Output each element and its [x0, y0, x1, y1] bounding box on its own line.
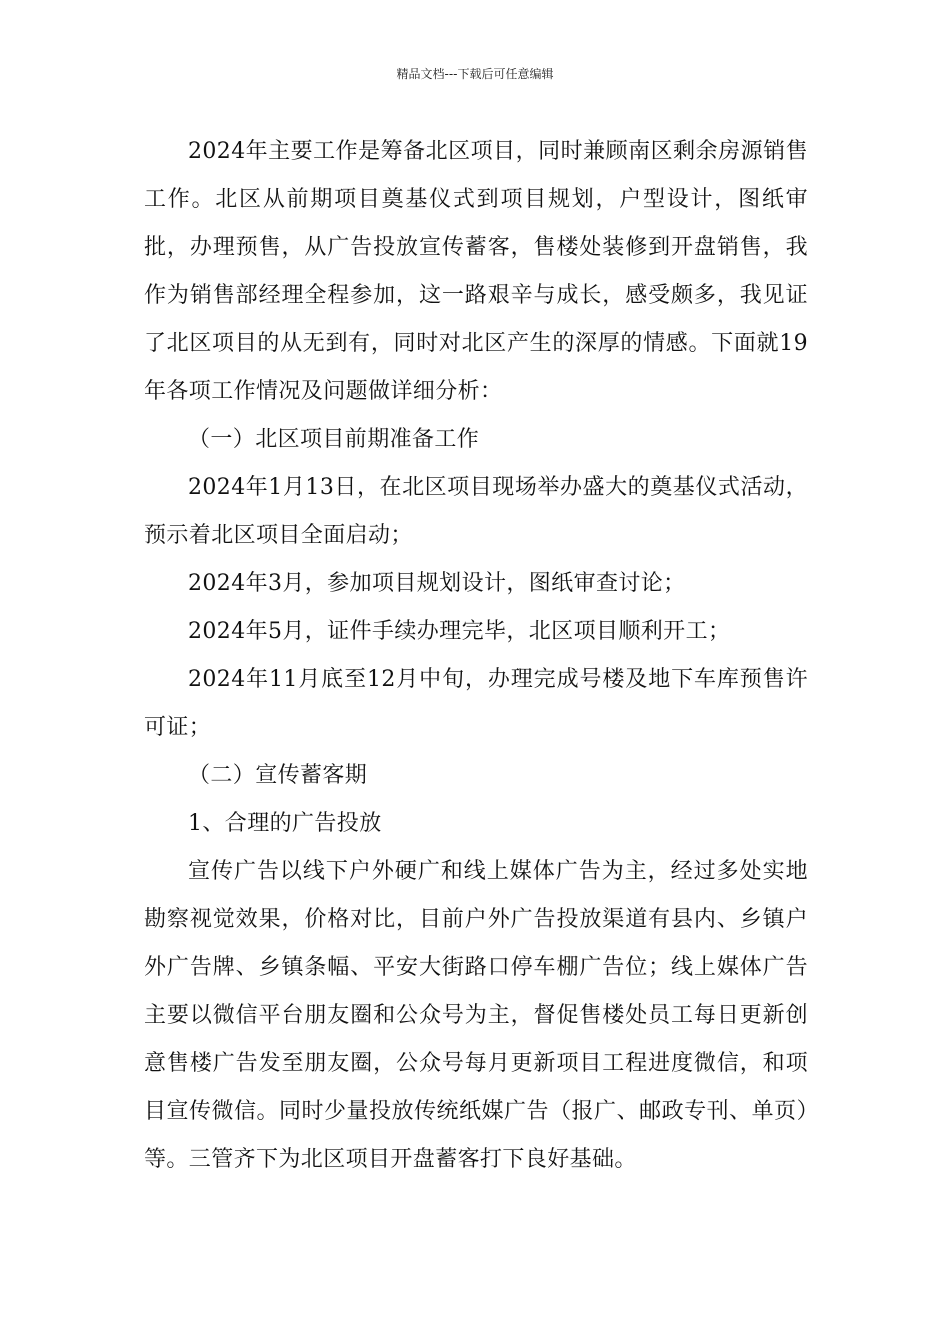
paragraph-advertising: 宣传广告以线下户外硬广和线上媒体广告为主，经过多处实地勘察视觉效果，价格对比，目前户外广告投放渠道有县内、乡镇户外广告牌、乡镇条幅、平安大街路口停车棚广告位；线上媒体广告主要以微信平台朋友圈和公众号为主，督促售楼处员工每日更新创意售楼广告发至朋友圈，公众号每月更新项目工程进度微信，和项目宣传微信。同时少量投放传统纸媒广告（报广、邮政专刊、单页）等。三管齐下为北区项目开盘蓄客打下良好基础。 [144, 859, 808, 1172]
section-heading-promotion: （二）宣传蓄客期 [188, 763, 368, 788]
subheading-advertising: 1、合理的广告投放 [188, 811, 382, 836]
paragraph-groundbreaking: 2024年1月13日，在北区项目现场举办盛大的奠基仪式活动，预示着北区项目全面启动； [144, 475, 808, 548]
paragraph-summary: 2024年主要工作是筹备北区项目，同时兼顾南区剩余房源销售工作。北区从前期项目奠基仪式到项目规划，户型设计，图纸审批，办理预售，从广告投放宣传蓄客，售楼处装修到开盘销售，我作为销售部经理全程参加，这一路艰辛与成长，感受颇多，我见证了北区项目的从无到有，同时对北区产生的深厚的情感。下面就19年各项工作情况及问题做详细分析： [144, 139, 808, 404]
paragraph-planning: 2024年3月，参加项目规划设计，图纸审查讨论； [188, 571, 686, 596]
paragraph-presale: 2024年11月底至12月中旬，办理完成号楼及地下车库预售许可证； [144, 667, 808, 740]
paragraph-permits: 2024年5月，证件手续办理完毕，北区项目顺利开工； [188, 619, 731, 644]
page-header: 精品文档---下载后可任意编辑 [396, 67, 554, 81]
section-heading-preparation: （一）北区项目前期准备工作 [188, 427, 480, 452]
document-body [144, 128, 808, 1184]
